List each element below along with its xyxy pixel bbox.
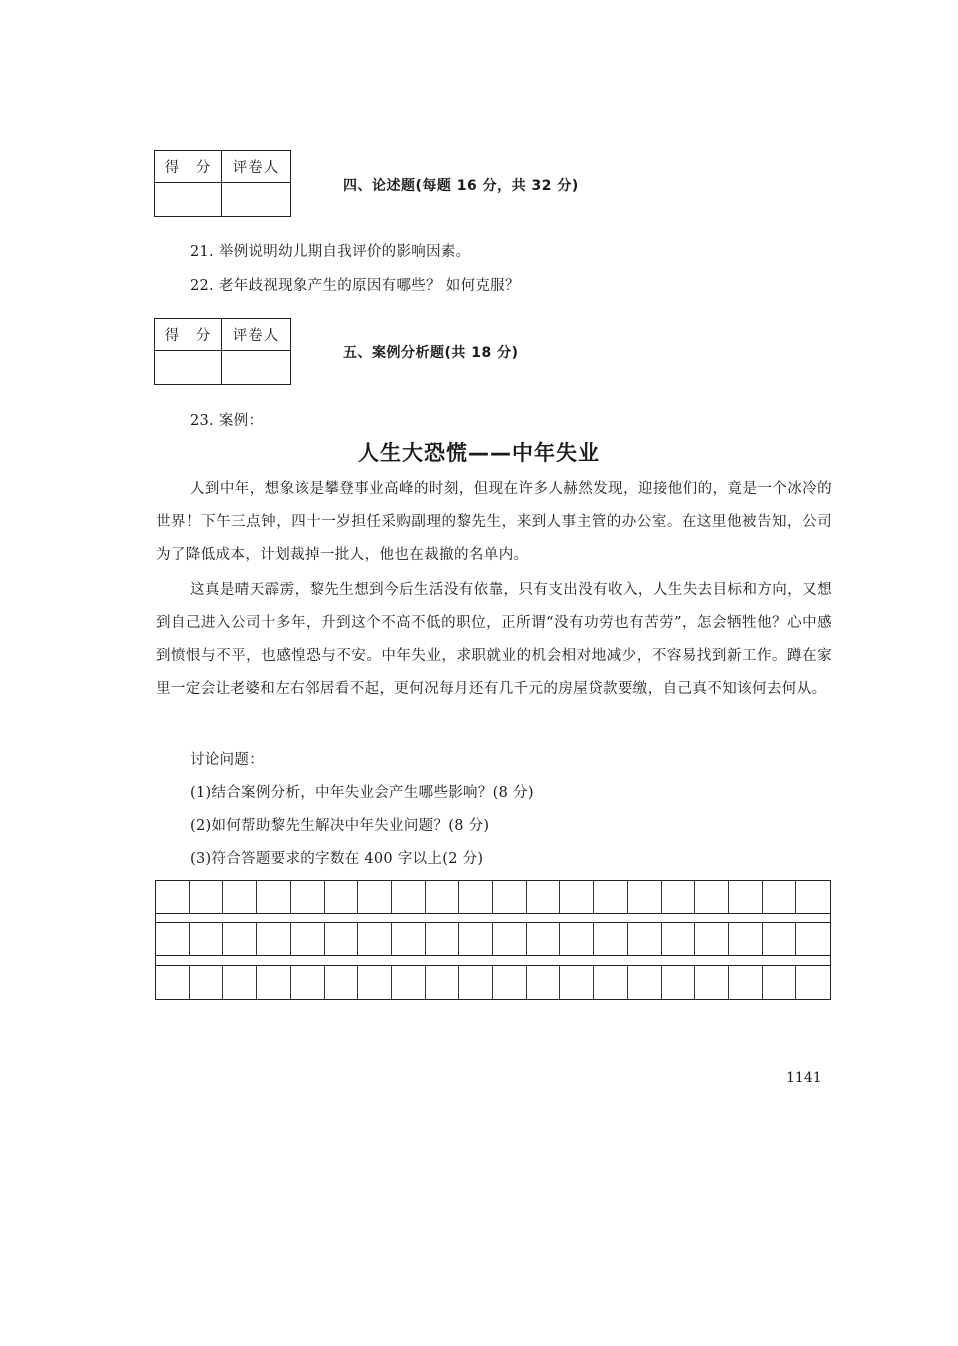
- case-paragraph-1: 人到中年，想象该是攀登事业高峰的时刻，但现在许多人赫然发现，迎接他们的，竟是一个冰冷的世界！下午三点钟，四十一岁担任采购副理的黎先生，来到人事主管的办公室。在这里他被告知，公司为了降低成本，计划裁掉一批人，他也在裁撤的名单内。: [156, 481, 832, 563]
- score-header: 得 分: [155, 319, 222, 351]
- answer-grid[interactable]: [155, 880, 831, 1000]
- case-label: 23. 案例：: [190, 413, 264, 429]
- score-input-cell[interactable]: [155, 351, 222, 384]
- discussion-question-3: (3)符合答题要求的字数在 400 字以上(2 分): [190, 851, 484, 867]
- grader-input-cell[interactable]: [222, 183, 290, 216]
- case-paragraph-2: 这真是晴天霹雳，黎先生想到今后生活没有依靠，只有支出没有收入，人生失去目标和方向，又想到自己进入公司十多年，升到这个不高不低的职位，正所谓“没有功劳也有苦劳”，怎会牺牲他？心中感到愤恨与不平，也感惶恐与不安。中年失业，求职就业的机会相对地减少，不容易找到新工作。蹲在家里一定会让老婆和左右邻居看不起，更何况每月还有几千元的房屋贷款要缴，自己真不知该何去何从。: [156, 582, 832, 697]
- case-title: 人生大恐慌——中年失业: [358, 441, 600, 465]
- score-input-cell[interactable]: [155, 183, 222, 216]
- grader-header: 评卷人: [222, 319, 290, 351]
- grader-header: 评卷人: [222, 151, 290, 183]
- score-table-section5: [154, 318, 291, 385]
- discussion-question-2: (2)如何帮助黎先生解决中年失业问题？(8 分): [190, 818, 490, 834]
- discussion-label: 讨论问题：: [190, 752, 264, 768]
- answer-grid-row[interactable]: [156, 922, 830, 956]
- score-header: 得 分: [155, 151, 222, 183]
- answer-grid-row[interactable]: [156, 965, 830, 999]
- page-number: 1141: [786, 1070, 822, 1086]
- section5-title: 五、案例分析题(共 18 分): [343, 345, 519, 361]
- grader-input-cell[interactable]: [222, 351, 290, 384]
- question-21: 21. 举例说明幼儿期自我评价的影响因素。: [190, 244, 471, 260]
- score-table-section4: [154, 150, 291, 217]
- section4-title: 四、论述题(每题 16 分，共 32 分): [343, 178, 579, 194]
- answer-grid-row[interactable]: [156, 880, 830, 914]
- discussion-question-1: (1)结合案例分析，中年失业会产生哪些影响？(8 分): [190, 785, 534, 801]
- question-22: 22. 老年歧视现象产生的原因有哪些？ 如何克服？: [190, 278, 520, 294]
